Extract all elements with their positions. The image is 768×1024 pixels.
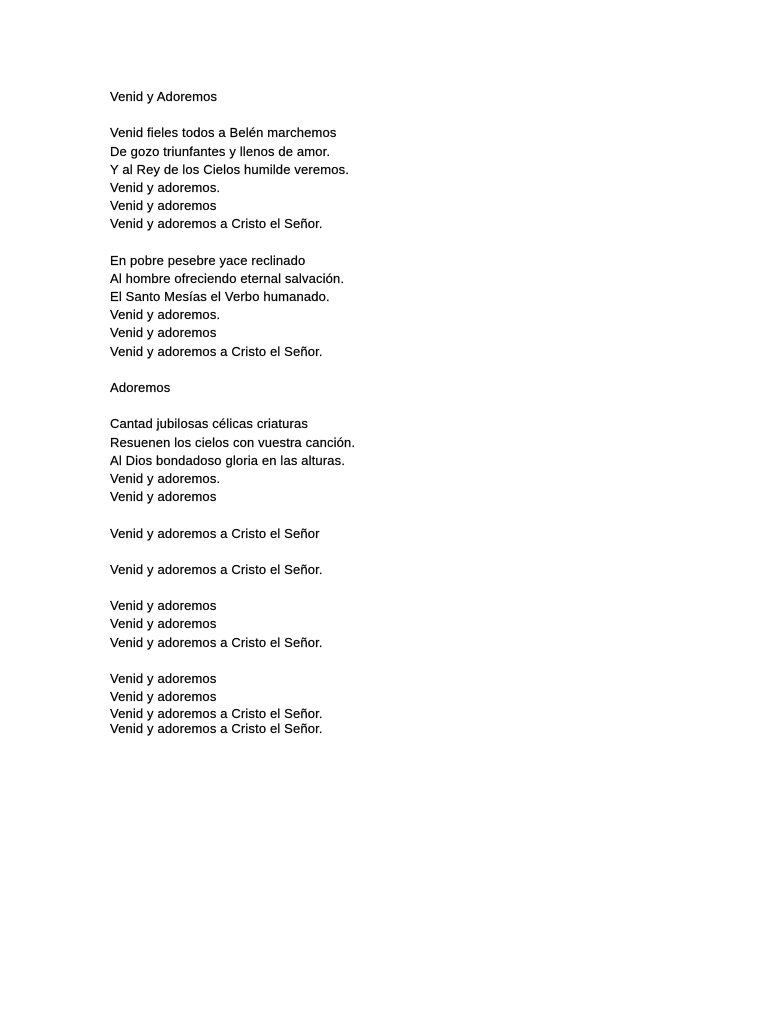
stanza-4 — [110, 597, 710, 652]
lyric-line: Venid y adoremos a Cristo el Señor. — [110, 706, 323, 722]
lyric-line: En pobre pesebre yace reclinado — [110, 252, 306, 268]
stanza-3 — [110, 415, 710, 506]
song-title: Venid y Adoremos — [110, 89, 218, 104]
blank-line — [110, 543, 710, 561]
stanza-1 — [110, 124, 710, 233]
stanza-2 — [110, 252, 710, 361]
blank-line — [110, 579, 710, 597]
lyric-line: Venid y adoremos. — [110, 179, 221, 195]
stanza-5 — [110, 670, 710, 736]
lyric-line: Venid y adoremos. — [110, 470, 221, 486]
blank-line — [110, 652, 710, 670]
lyric-line: Venid y adoremos — [110, 325, 217, 341]
refrain-line: Venid y adoremos a Cristo el Señor — [110, 525, 320, 541]
blank-line — [110, 361, 710, 379]
lyric-line: Venid y adoremos a Cristo el Señor. — [110, 721, 323, 737]
lyric-line: Cantad jubilosas célicas criaturas — [110, 416, 309, 432]
lyric-line: Resuenen los cielos con vuestra canción. — [110, 434, 356, 450]
lyric-line: Venid y adoremos — [110, 598, 217, 614]
lyric-line: Venid y adoremos — [110, 689, 217, 705]
lyric-line: Venid y adoremos — [110, 671, 217, 686]
blank-line — [110, 506, 710, 524]
lyric-line: Venid y adoremos a Cristo el Señor. — [110, 343, 323, 359]
lyrics-body — [110, 88, 710, 736]
lyric-line: Venid fieles todos a Belén marchemos — [110, 125, 337, 141]
blank-line — [110, 234, 710, 252]
lyric-line: Venid y adoremos — [110, 616, 217, 632]
refrain-line: Venid y adoremos a Cristo el Señor. — [110, 561, 323, 577]
lyric-line: Venid y adoremos a Cristo el Señor. — [110, 216, 323, 232]
interlude-line: Adoremos — [110, 380, 171, 395]
lyric-line: De gozo triunfantes y llenos de amor. — [110, 143, 331, 159]
blank-line — [110, 397, 710, 415]
lyric-line: Venid y adoremos. — [110, 307, 221, 323]
lyric-line: El Santo Mesías el Verbo humanado. — [110, 289, 330, 305]
lyric-line: Venid y adoremos — [110, 489, 217, 505]
blank-line — [110, 106, 710, 124]
lyric-line: Y al Rey de los Cielos humilde veremos. — [110, 161, 349, 177]
lyric-line: Al hombre ofreciendo eternal salvación. — [110, 270, 345, 286]
lyric-line: Venid y adoremos — [110, 198, 217, 214]
lyric-line: Al Dios bondadoso gloria en las alturas. — [110, 452, 346, 468]
lyric-line: Venid y adoremos a Cristo el Señor. — [110, 634, 323, 650]
